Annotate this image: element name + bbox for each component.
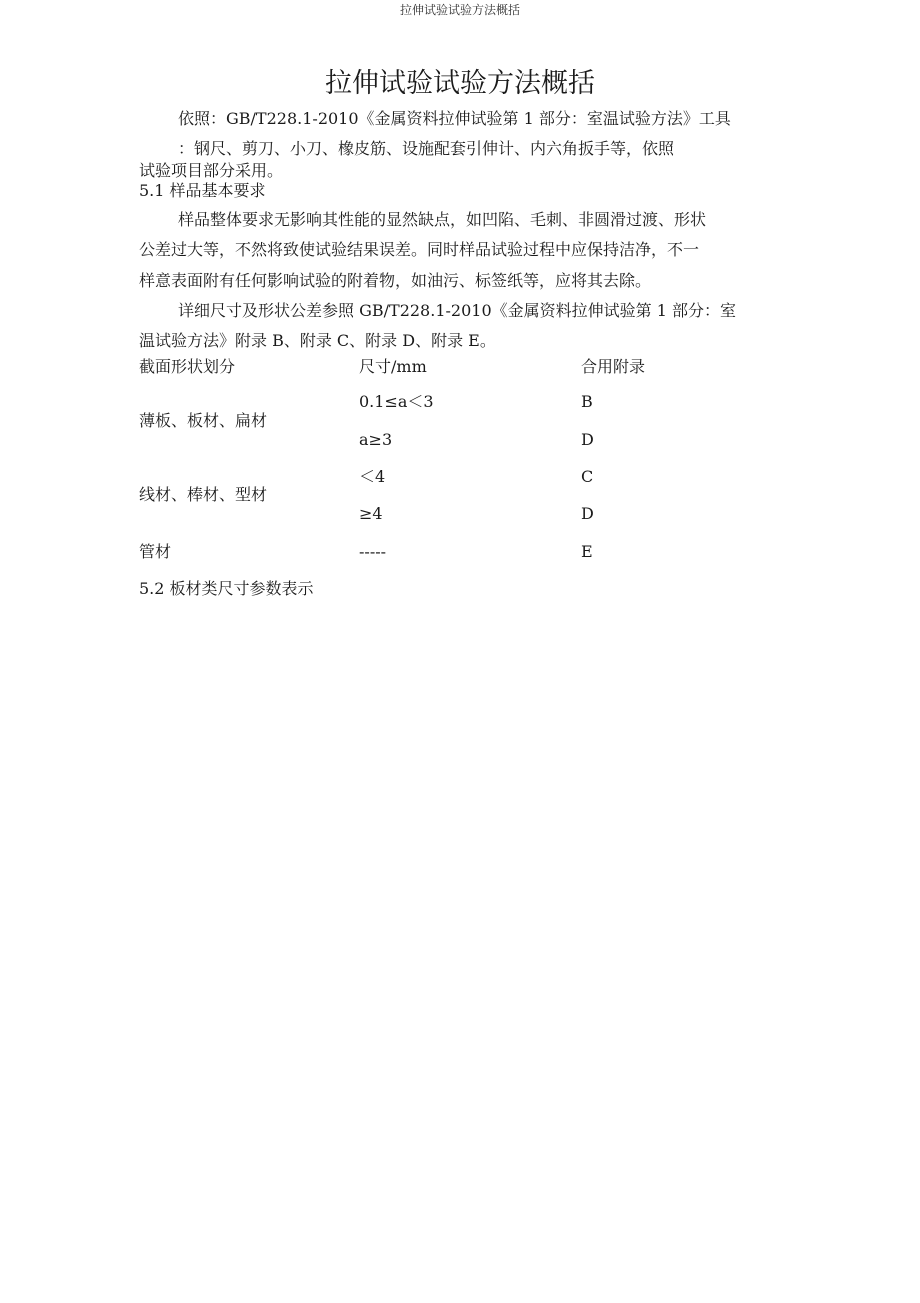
table-shape-cell: 薄板、板材、扁材 — [139, 411, 268, 430]
table-size-cell: a≥3 — [359, 430, 393, 449]
section-5-2-heading: 5.2 板材类尺寸参数表示 — [139, 579, 314, 598]
table-header-appendix: 合用附录 — [581, 357, 646, 376]
document-title: 拉伸试验试验方法概括 — [325, 68, 595, 99]
intro-line-1: 依照：GB/T228.1-2010《金属资料拉伸试验第 1 部分：室温试验方法》工具 — [178, 109, 731, 128]
table-shape-cell: 管材 — [139, 542, 172, 561]
table-size-cell: ≥4 — [359, 504, 383, 523]
section-5-1-para1-line1: 样品整体要求无影响其性能的显然缺点，如凹陷、毛刺、非圆滑过渡、形状 — [178, 210, 707, 229]
section-5-1-para1-line2: 公差过大等，不然将致使试验结果误差。同时样品试验过程中应保持洁净，不一 — [139, 240, 700, 259]
table-appendix-cell: C — [581, 467, 594, 486]
intro-line-2: ：钢尺、剪刀、小刀、橡皮筋、设施配套引伸计、内六角扳手等，依照 — [178, 139, 675, 158]
table-appendix-cell: B — [581, 392, 593, 411]
table-size-cell: 0.1≤a＜3 — [359, 392, 434, 411]
running-header: 拉伸试验试验方法概括 — [399, 3, 520, 17]
intro-line-3: 试验项目部分采用。 — [139, 161, 284, 180]
table-size-cell: ----- — [359, 542, 387, 561]
table-appendix-cell: D — [581, 504, 594, 523]
section-5-1-para2-line1: 详细尺寸及形状公差参照 GB/T228.1-2010《金属资料拉伸试验第 1 部分：室 — [178, 301, 736, 320]
section-5-1-heading: 5.1 样品基本要求 — [139, 181, 266, 200]
table-header-size: 尺寸/mm — [359, 357, 427, 376]
table-appendix-cell: E — [581, 542, 593, 561]
table-appendix-cell: D — [581, 430, 594, 449]
section-5-1-para1-line3: 样意表面附有任何影响试验的附着物，如油污、标签纸等，应将其去除。 — [139, 271, 652, 290]
table-header-shape: 截面形状划分 — [139, 357, 236, 376]
table-shape-cell: 线材、棒材、型材 — [139, 485, 268, 504]
section-5-1-para2-line2: 温试验方法》附录 B、附录 C、附录 D、附录 E。 — [139, 331, 496, 350]
table-size-cell: ＜4 — [359, 467, 386, 486]
